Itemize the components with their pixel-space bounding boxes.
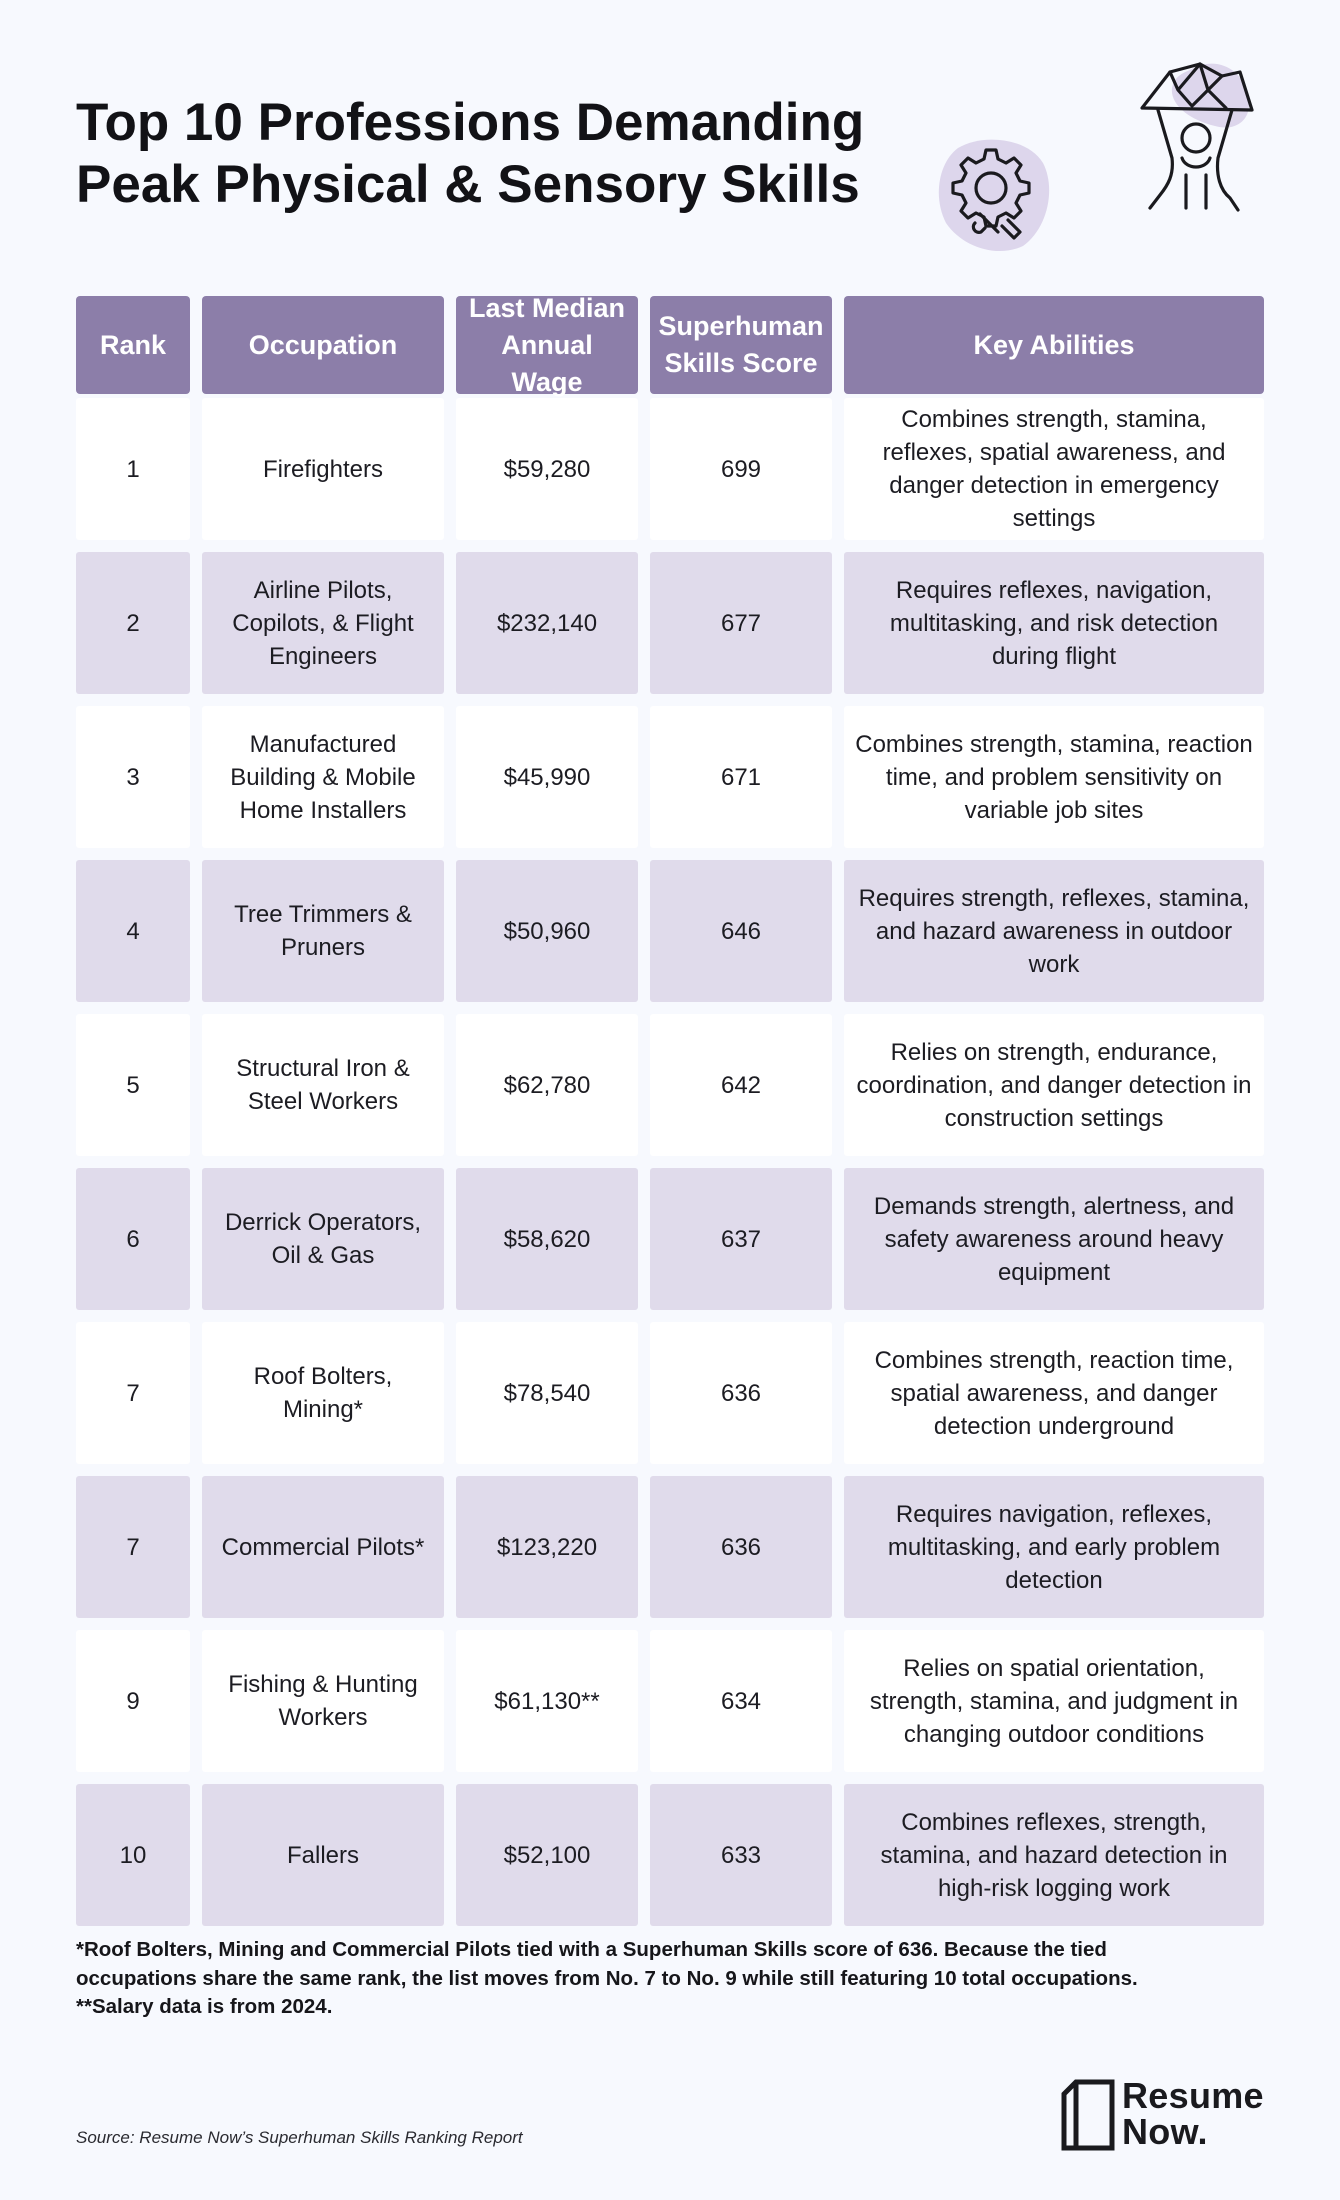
occupation-cell: Tree Trimmers & Pruners — [202, 860, 444, 1002]
score-cell: 634 — [650, 1630, 832, 1772]
gear-wrench-icon — [928, 128, 1058, 258]
wage-cell: $61,130** — [456, 1630, 638, 1772]
score-cell: 636 — [650, 1476, 832, 1618]
score-cell: 646 — [650, 860, 832, 1002]
wage-cell: $232,140 — [456, 552, 638, 694]
table-row — [76, 860, 1264, 1002]
occupation-cell: Fishing & Hunting Workers — [202, 1630, 444, 1772]
table-row — [76, 1322, 1264, 1464]
table-row — [76, 398, 1264, 540]
rank-cell: 6 — [76, 1168, 190, 1310]
header-score: Superhuman Skills Score — [650, 296, 832, 394]
abilities-cell: Relies on strength, endurance, coordination, and danger detection in construction settings — [844, 1014, 1264, 1156]
table-row — [76, 1476, 1264, 1618]
occupation-cell: Roof Bolters, Mining* — [202, 1322, 444, 1464]
table-row — [76, 1630, 1264, 1772]
table-row — [76, 706, 1264, 848]
occupation-cell: Firefighters — [202, 398, 444, 540]
logo-line-1: Resume — [1122, 2075, 1264, 2116]
abilities-cell: Combines strength, reaction time, spatial awareness, and danger detection underground — [844, 1322, 1264, 1464]
header-abilities: Key Abilities — [844, 296, 1264, 394]
rank-cell: 10 — [76, 1784, 190, 1926]
logo-line-2: Now. — [1122, 2111, 1208, 2152]
table-row — [76, 1014, 1264, 1156]
wage-cell: $52,100 — [456, 1784, 638, 1926]
table-row — [76, 1784, 1264, 1926]
table-row — [76, 1168, 1264, 1310]
score-cell: 636 — [650, 1322, 832, 1464]
logo-wordmark — [1122, 2075, 1264, 2152]
occupation-cell: Manufactured Building & Mobile Home Installers — [202, 706, 444, 848]
abilities-cell: Requires strength, reflexes, stamina, and hazard awareness in outdoor work — [844, 860, 1264, 1002]
page-title — [76, 92, 896, 216]
occupation-cell: Commercial Pilots* — [202, 1476, 444, 1618]
title-line-1: Top 10 Professions Demanding — [76, 93, 865, 152]
header-occupation: Occupation — [202, 296, 444, 394]
rank-cell: 9 — [76, 1630, 190, 1772]
abilities-cell: Combines strength, stamina, reaction time, and problem sensitivity on variable job sites — [844, 706, 1264, 848]
wage-cell: $45,990 — [456, 706, 638, 848]
wage-cell: $123,220 — [456, 1476, 638, 1618]
score-cell: 637 — [650, 1168, 832, 1310]
rank-cell: 3 — [76, 706, 190, 848]
professions-table — [76, 292, 1264, 1938]
abilities-cell: Requires navigation, reflexes, multitasking, and early problem detection — [844, 1476, 1264, 1618]
abilities-cell: Relies on spatial orientation, strength, stamina, and judgment in changing outdoor conditions — [844, 1630, 1264, 1772]
score-cell: 677 — [650, 552, 832, 694]
wage-cell: $62,780 — [456, 1014, 638, 1156]
wage-cell: $58,620 — [456, 1168, 638, 1310]
salary-footnote: **Salary data is from 2024. — [76, 1995, 333, 2018]
wage-cell: $78,540 — [456, 1322, 638, 1464]
rank-cell: 1 — [76, 398, 190, 540]
wage-cell: $59,280 — [456, 398, 638, 540]
source-citation: Source: Resume Now’s Superhuman Skills Ranking Report — [76, 2128, 523, 2147]
tie-footnote: *Roof Bolters, Mining and Commercial Pilots tied with a Superhuman Skills score of 636. Because the tied occupations share the same rank, the list moves from No. 7 to No. 9 while still featuring 10 total occupations. — [76, 1938, 1138, 1990]
title-line-2: Peak Physical & Sensory Skills — [76, 155, 860, 214]
abilities-cell: Combines reflexes, strength, stamina, and hazard detection in high-risk logging work — [844, 1784, 1264, 1926]
footnotes — [76, 1936, 1216, 2022]
header-rank: Rank — [76, 296, 190, 394]
rank-cell: 2 — [76, 552, 190, 694]
abilities-cell: Demands strength, alertness, and safety awareness around heavy equipment — [844, 1168, 1264, 1310]
resume-now-logo — [1060, 2075, 1270, 2154]
wage-cell: $50,960 — [456, 860, 638, 1002]
rank-cell: 7 — [76, 1476, 190, 1618]
header-wage: Last Median Annual Wage — [456, 296, 638, 394]
abilities-cell: Requires reflexes, navigation, multitasking, and risk detection during flight — [844, 552, 1264, 694]
score-cell: 642 — [650, 1014, 832, 1156]
occupation-cell: Derrick Operators, Oil & Gas — [202, 1168, 444, 1310]
score-cell: 671 — [650, 706, 832, 848]
score-cell: 633 — [650, 1784, 832, 1926]
document-logo-icon — [1060, 2078, 1116, 2152]
table-row — [76, 552, 1264, 694]
score-cell: 699 — [650, 398, 832, 540]
abilities-cell: Combines strength, stamina, reflexes, spatial awareness, and danger detection in emergency settings — [844, 398, 1264, 540]
table-header-row — [76, 292, 1264, 397]
rank-cell: 7 — [76, 1322, 190, 1464]
rank-cell: 5 — [76, 1014, 190, 1156]
occupation-cell: Airline Pilots, Copilots, & Flight Engineers — [202, 552, 444, 694]
occupation-cell: Fallers — [202, 1784, 444, 1926]
occupation-cell: Structural Iron & Steel Workers — [202, 1014, 444, 1156]
rock-lifting-person-icon — [1130, 50, 1260, 220]
rank-cell: 4 — [76, 860, 190, 1002]
